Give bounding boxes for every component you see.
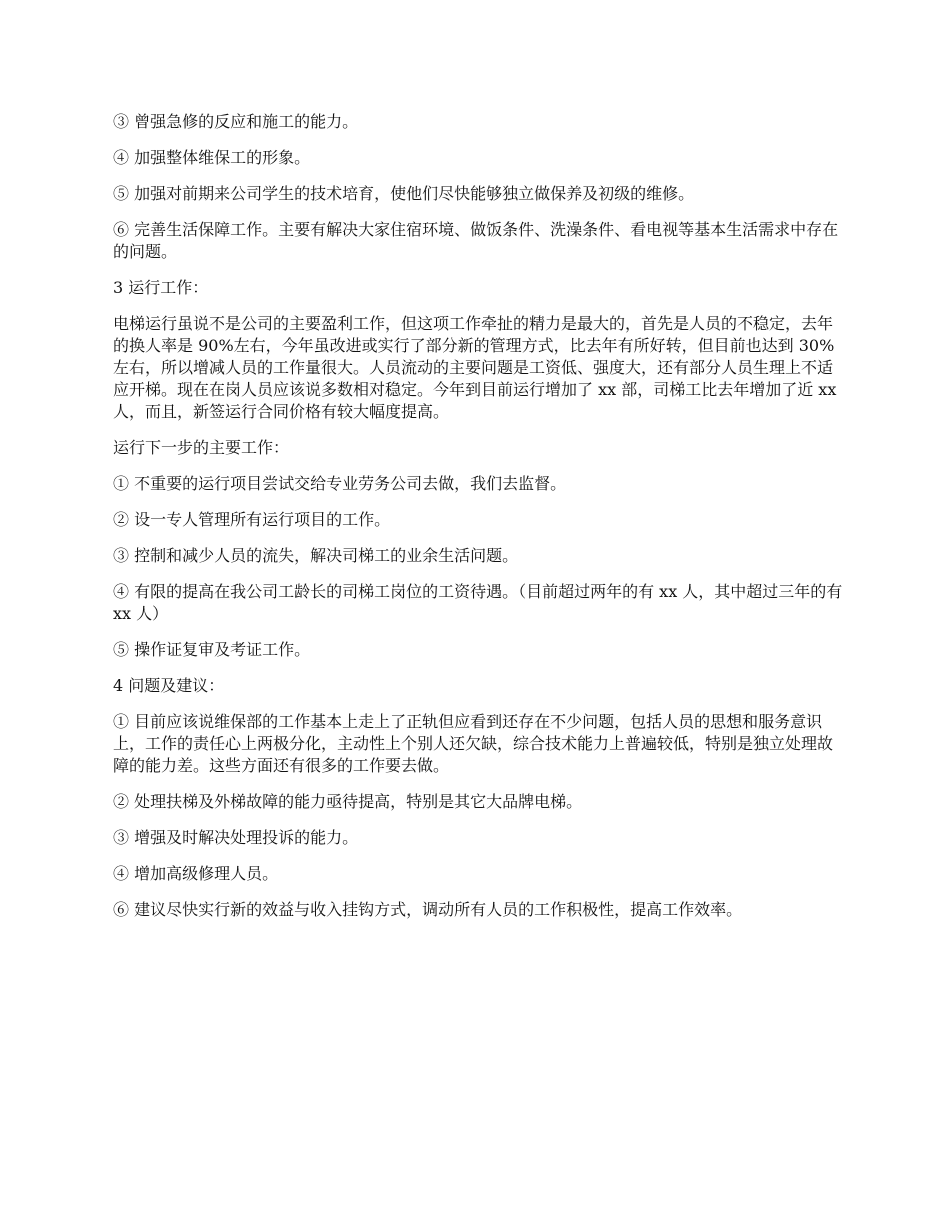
paragraph-item-5-student-training: ⑤ 加强对前期来公司学生的技术培育，使他们尽快能够独立做保养及初级的维修。 [113, 184, 695, 203]
paragraph-next-step-3: ③ 控制和减少人员的流失，解决司梯工的业余生活问题。 [113, 546, 519, 565]
paragraph-issue-3: ③ 增强及时解决处理投诉的能力。 [113, 828, 359, 847]
section-heading-operation: 3 运行工作： [113, 278, 209, 297]
paragraph-operation-summary: 电梯运行虽说不是公司的主要盈利工作，但这项工作牵扯的精力是最大的，首先是人员的不稳定，去年的换人率是 90%左右，今年虽改进或实行了部分新的管理方式，比去年有所好转，但目前也达到 30%左右，所以增减人员的工作量很大。人员流动的主要问题是工资低、强度大，还有部分人员生理上不适应开梯。现在在岗人员应该说多数相对稳定。今年到目前运行增加了 xx 部，司梯工比去年增加了近 xx 人，而且，新签运行合同价格有较大幅度提高。 [113, 314, 837, 421]
document-body [113, 111, 843, 935]
paragraph-next-step-1: ① 不重要的运行项目尝试交给专业劳务公司去做，我们去监督。 [113, 474, 567, 493]
paragraph-next-step-5: ⑤ 操作证复审及考证工作。 [113, 640, 311, 659]
paragraph-issue-4: ④ 增加高级修理人员。 [113, 864, 279, 883]
paragraph-item-4-image: ④ 加强整体维保工的形象。 [113, 148, 311, 167]
paragraph-next-step-2: ② 设一专人管理所有运行项目的工作。 [113, 510, 391, 529]
paragraph-item-6-living-support: ⑥ 完善生活保障工作。主要有解决大家住宿环境、做饭条件、洗澡条件、看电视等基本生活需求中存在的问题。 [113, 220, 839, 261]
paragraph-issue-1: ① 目前应该说维保部的工作基本上走上了正轨但应看到还存在不少问题，包括人员的思想和服务意识上，工作的责任心上两极分化，主动性上个别人还欠缺，综合技术能力上普遍较低，特别是独立处理故障的能力差。这些方面还有很多的工作要去做。 [113, 712, 834, 775]
paragraph-item-3-rush-repair: ③ 曾强急修的反应和施工的能力。 [113, 112, 359, 131]
section-heading-issues: 4 问题及建议： [113, 676, 225, 695]
paragraph-issue-6: ⑥ 建议尽快实行新的效益与收入挂钩方式，调动所有人员的工作积极性，提高工作效率。 [113, 900, 743, 919]
paragraph-next-step-4: ④ 有限的提高在我公司工龄长的司梯工岗位的工资待遇。（目前超过两年的有 xx 人，其中超过三年的有 xx 人） [113, 582, 843, 623]
subheading-next-steps: 运行下一步的主要工作： [113, 438, 290, 457]
paragraph-issue-2: ② 处理扶梯及外梯故障的能力亟待提高，特别是其它大品牌电梯。 [113, 792, 583, 811]
